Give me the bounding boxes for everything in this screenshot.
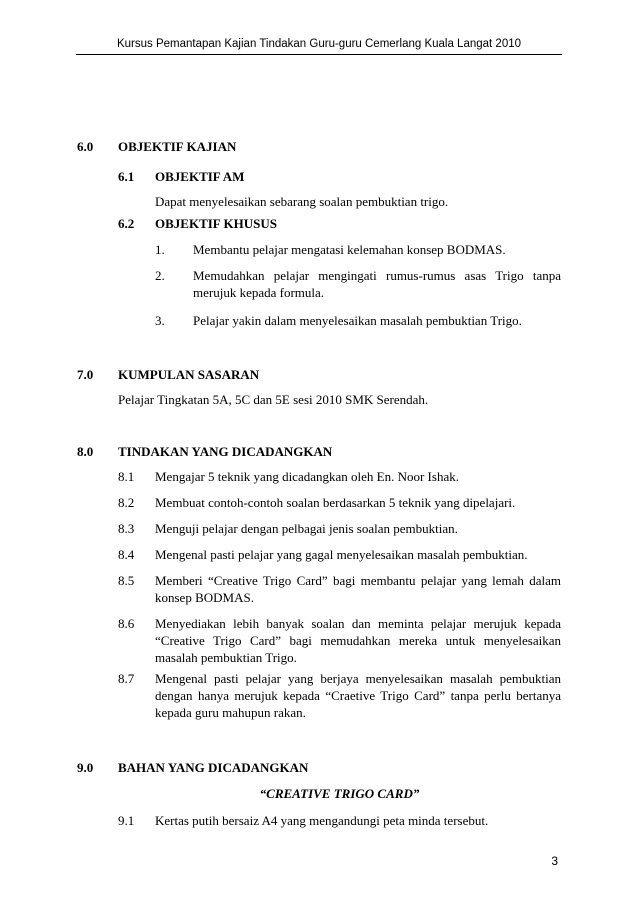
list-item-text: Mengenal pasti pelajar yang gagal menyelesaikan masalah pembuktian. bbox=[155, 547, 528, 562]
list-item-number: 8.7 bbox=[118, 671, 135, 686]
header-divider bbox=[76, 54, 562, 55]
list-item-number: 8.2 bbox=[118, 495, 135, 510]
list-item-number: 8.4 bbox=[118, 547, 135, 562]
list-item-text: Menguji pelajar dengan pelbagai jenis soalan pembuktian. bbox=[155, 521, 458, 536]
page-number: 3 bbox=[551, 854, 558, 868]
section-title: TINDAKAN YANG DICADANGKAN bbox=[118, 444, 333, 459]
list-item-text: Memudahkan pelajar mengingati rumus-rumus asas Trigo tanpa merujuk kepada formula. bbox=[193, 268, 561, 300]
subsection-title: OBJEKTIF KHUSUS bbox=[155, 216, 277, 231]
list-item-number: 1. bbox=[155, 242, 165, 257]
paragraph: Dapat menyelesaikan sebarang soalan pembuktian trigo. bbox=[155, 194, 449, 209]
section-title: BAHAN YANG DICADANGKAN bbox=[118, 760, 309, 775]
section-number: 6.0 bbox=[77, 139, 94, 154]
list-item-text: Membuat contoh-contoh soalan berdasarkan 5 teknik yang dipelajari. bbox=[155, 495, 516, 510]
paragraph: Pelajar Tingkatan 5A, 5C dan 5E sesi 2010 SMK Serendah. bbox=[118, 392, 429, 407]
section-subtitle: “CREATIVE TRIGO CARD” bbox=[259, 786, 420, 801]
list-item-number: 8.3 bbox=[118, 521, 135, 536]
list-item-text: Kertas putih bersaiz A4 yang mengandungi peta minda tersebut. bbox=[155, 813, 489, 828]
list-item-number: 8.6 bbox=[118, 616, 135, 631]
section-title: KUMPULAN SASARAN bbox=[118, 367, 260, 382]
list-item-text: Menyediakan lebih banyak soalan dan meminta pelajar merujuk kepada “Creative Trigo Card” bagi memudahkan mereka untuk menyelesaikan masalah pembuktian Trigo. bbox=[155, 616, 561, 665]
list-item-number: 8.5 bbox=[118, 573, 135, 588]
list-item-number: 2. bbox=[155, 268, 165, 283]
list-item-number: 3. bbox=[155, 313, 165, 328]
list-item-number: 8.1 bbox=[118, 469, 135, 484]
list-item-text: Mengajar 5 teknik yang dicadangkan oleh En. Noor Ishak. bbox=[155, 469, 459, 484]
section-number: 7.0 bbox=[77, 367, 94, 382]
section-title: OBJEKTIF KAJIAN bbox=[118, 139, 237, 154]
list-item-text: Mengenal pasti pelajar yang berjaya menyelesaikan masalah pembuktian dengan hanya merujuk kepada “Craetive Trigo Card” tanpa perlu bertanya kepada guru mahupun rakan. bbox=[155, 671, 561, 720]
list-item-text: Memberi “Creative Trigo Card” bagi membantu pelajar yang lemah dalam konsep BODMAS. bbox=[155, 573, 561, 605]
header-text: Kursus Pemantapan Kajian Tindakan Guru-guru Cemerlang Kuala Langat 2010 bbox=[116, 38, 522, 50]
section-number: 8.0 bbox=[77, 444, 94, 459]
list-item-text: Pelajar yakin dalam menyelesaikan masalah pembuktian Trigo. bbox=[193, 313, 522, 328]
list-item-text: Membantu pelajar mengatasi kelemahan konsep BODMAS. bbox=[193, 242, 506, 257]
section-number: 9.0 bbox=[77, 760, 94, 775]
list-item-number: 9.1 bbox=[118, 813, 135, 828]
subsection-title: OBJEKTIF AM bbox=[155, 169, 245, 184]
subsection-number: 6.2 bbox=[118, 216, 135, 231]
subsection-number: 6.1 bbox=[118, 169, 135, 184]
